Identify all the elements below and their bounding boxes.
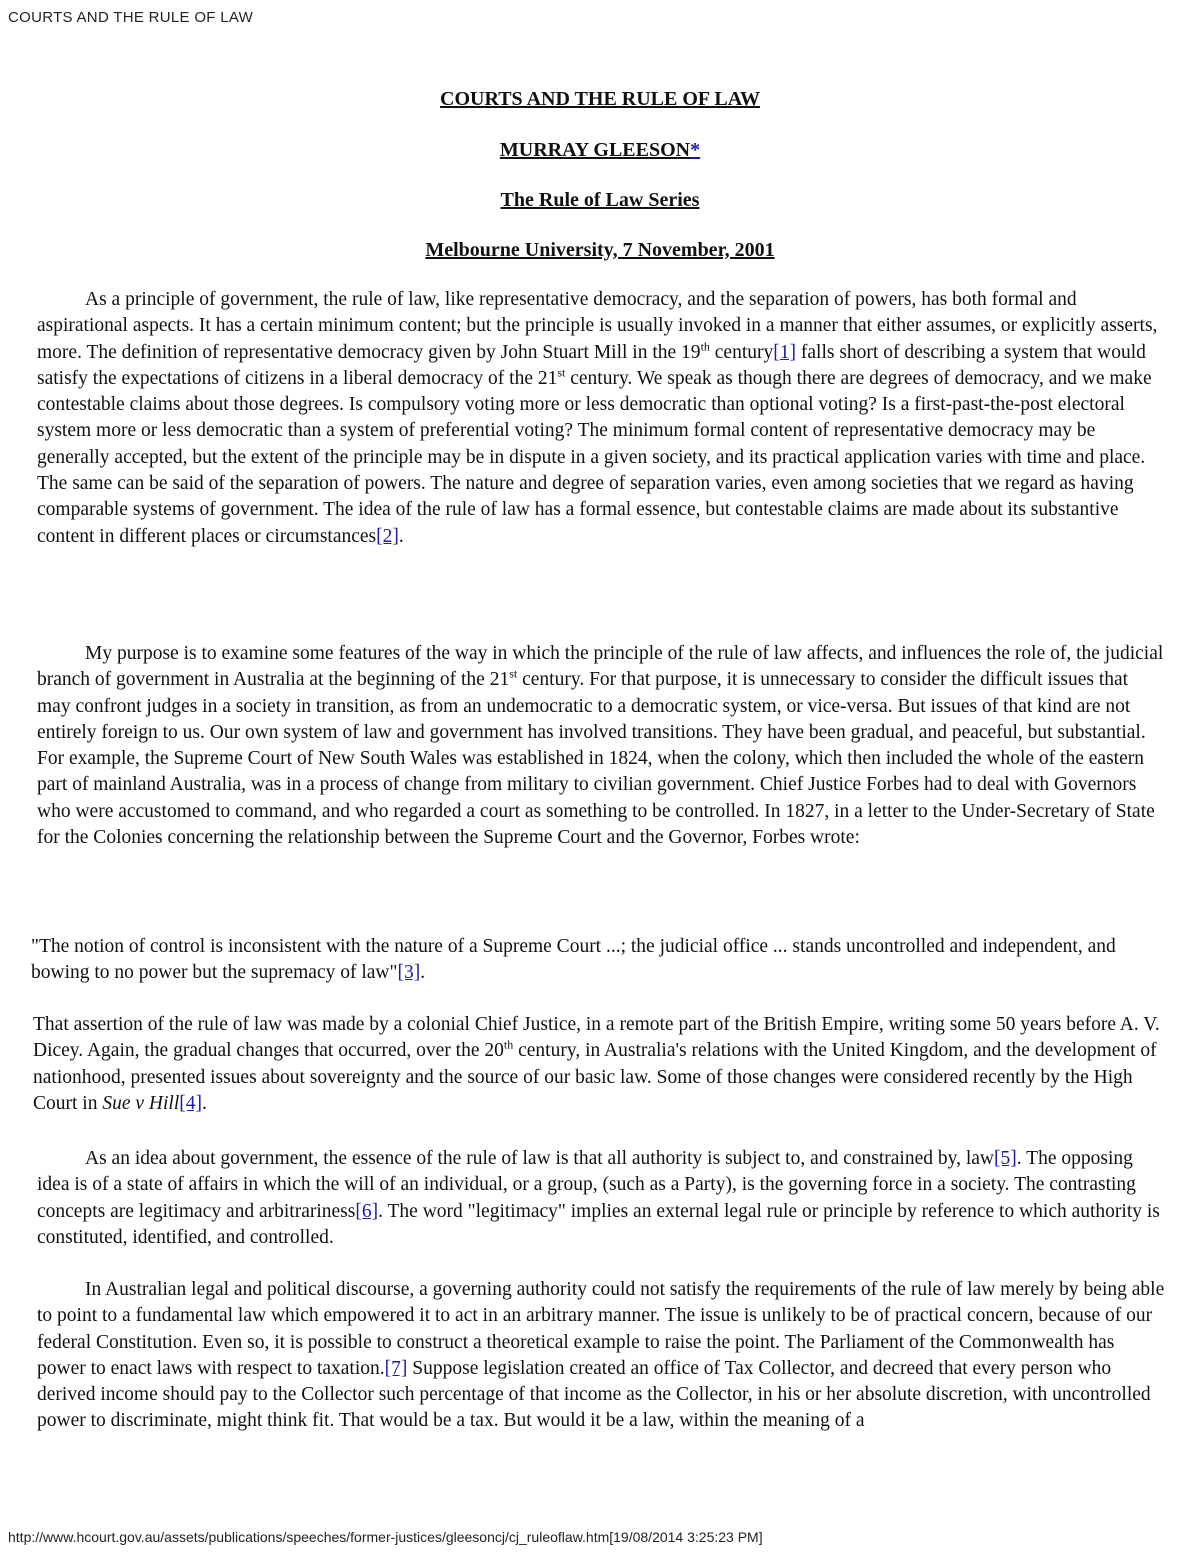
text-run: century, in Australia's relations with the United Kingdom, and the development of nationhood, presented issues about sovereignty and the source of our basic law. Some of those changes were considered recently by the High Court in bbox=[33, 1040, 1157, 1114]
text-run: . bbox=[398, 525, 404, 547]
footnote-link-5[interactable]: [5] bbox=[994, 1148, 1017, 1169]
footnote-link-2[interactable]: [2] bbox=[376, 525, 399, 547]
paragraph-2 bbox=[37, 641, 1165, 851]
text-run: century bbox=[709, 341, 774, 363]
text-run: century. For that purpose, it is unnecessary to consider the difficult issues that may confront judges in a society in transition, as from an undemocratic to a democratic system, or vice-versa. But issues of that kind are not entirely foreign to us. Our own system of law and government has involved transitions. They have been gradual, and peaceful, but substantial. For example, the Supreme Court of New South Wales was established in 1824, when the colony, which then included the whole of the eastern part of mainland Australia, was in a process of change from military to civilian government. Chief Justice Forbes had to deal with Governors who were accustomed to command, and who regarded a court as something to be controlled. In 1827, in a letter to the Under-Secretary of State for the Colonies concerning the relationship between the Supreme Court and the Governor, Forbes wrote: bbox=[37, 669, 1155, 849]
text-run: In Australian legal and political discourse, a governing authority could not satisfy the requirements of the rule of law merely by being able to point to a fundamental law which empowered it to act in an arbitrary manner. The issue is unlikely to be of practical concern, because of our federal Constitution. Even so, it is possible to construct a theoretical example to raise the point. The Parliament of the Commonwealth has power to enact laws with respect to taxation. bbox=[37, 1279, 1165, 1379]
text-run: century. We speak as though there are degrees of democracy, and we make contestable claims about those degrees. Is compulsory voting more or less democratic than optional voting? Is a first-past-the-post electoral system more or less democratic than a system of preferential voting? The minimum formal content of representative democracy may be generally accepted, but the extent of the principle may be in dispute in a given society, and its practical application varies with time and place. The same can be said of the separation of powers. The nature and degree of separation varies, even among societies that we regard as having comparable systems of government. The idea of the rule of law has a formal essence, but contestable claims are made about its substantive content in different places or circumstances bbox=[37, 367, 1152, 547]
footnote-link-6[interactable]: [6] bbox=[355, 1200, 379, 1222]
text-run: "The notion of control is inconsistent with the nature of a Supreme Court ...; the judicial office ... stands uncontrolled and independent, and bowing to no power but the supremacy of law" bbox=[31, 936, 1116, 984]
case-name: Sue v Hill bbox=[102, 1092, 180, 1114]
superscript: st bbox=[557, 365, 566, 380]
text-run: Suppose legislation created an office of Tax Collector, and decreed that every person who derived income should pay to the Collector such percentage of that income as the Collector, in his or her absolute discretion, with uncontrolled power to discriminate, might think fit. That would be a tax. But would it be a law, within the meaning of a bbox=[37, 1357, 1151, 1432]
paragraph-1 bbox=[37, 287, 1165, 550]
superscript: th bbox=[503, 1037, 514, 1052]
text-run: As an idea about government, the essence of the rule of law is that all authority is subject to, and constrained by, law bbox=[85, 1148, 995, 1169]
footnote-link-4[interactable]: [4] bbox=[179, 1092, 202, 1114]
text-run: As a principle of government, the rule of law, like representative democracy, and the separation of powers, has both formal and aspirational aspects. It has a certain minimum content; but the principle is usually invoked in a manner that either assumes, or explicitly asserts, more. The definition of representative democracy given by John Stuart Mill in the 19 bbox=[37, 289, 1158, 363]
text-run: . The word "legitimacy" implies an external legal rule or principle by reference to which authority is constituted, identified, and controlled. bbox=[37, 1200, 1160, 1248]
footnote-link-7[interactable]: [7] bbox=[384, 1357, 408, 1379]
document-title: COURTS AND THE RULE OF LAW bbox=[440, 88, 760, 110]
paragraph-3 bbox=[33, 1012, 1163, 1117]
footnote-link-1[interactable]: [1] bbox=[773, 341, 797, 363]
running-header: COURTS AND THE RULE OF LAW bbox=[8, 9, 254, 26]
text-run: falls short of describing a system that would satisfy the expectations of citizens in a liberal democracy of the 21 bbox=[37, 341, 1146, 389]
venue-date: Melbourne University, 7 November, 2001 bbox=[425, 239, 775, 261]
text-run: My purpose is to examine some features of the way in which the principle of the rule of law affects, and influences the role of, the judicial branch of government in Australia at the beginning of the 21 bbox=[37, 643, 1164, 691]
text-run: . bbox=[420, 962, 426, 984]
text-run: . bbox=[202, 1092, 207, 1114]
author-line bbox=[0, 139, 1200, 162]
footer-url: http://www.hcourt.gov.au/assets/publications/speeches/former-justices/gleesoncj/cj_ruleoflaw.htm[19/08/2014 3:25:23 PM] bbox=[8, 1529, 763, 1545]
block-quote bbox=[31, 934, 1161, 987]
paragraph-4 bbox=[37, 1146, 1165, 1251]
series-title: The Rule of Law Series bbox=[500, 189, 700, 211]
footnote-link-3[interactable]: [3] bbox=[397, 962, 421, 984]
author-name: MURRAY GLEESON bbox=[499, 139, 691, 161]
author-footnote-link[interactable]: * bbox=[690, 139, 701, 161]
text-run: That assertion of the rule of law was made by a colonial Chief Justice, in a remote part of the British Empire, writing some 50 years before A. V. Dicey. Again, the gradual changes that occurred, over the 20 bbox=[33, 1014, 1160, 1062]
superscript: st bbox=[509, 666, 518, 681]
paragraph-5 bbox=[37, 1277, 1165, 1435]
text-run: . The opposing idea is of a state of affairs in which the will of an individual, or a group, (such as a Party), is the governing force in a society. The contrasting concepts are legitimacy and arbitrariness bbox=[37, 1148, 1136, 1222]
superscript: th bbox=[700, 339, 710, 354]
